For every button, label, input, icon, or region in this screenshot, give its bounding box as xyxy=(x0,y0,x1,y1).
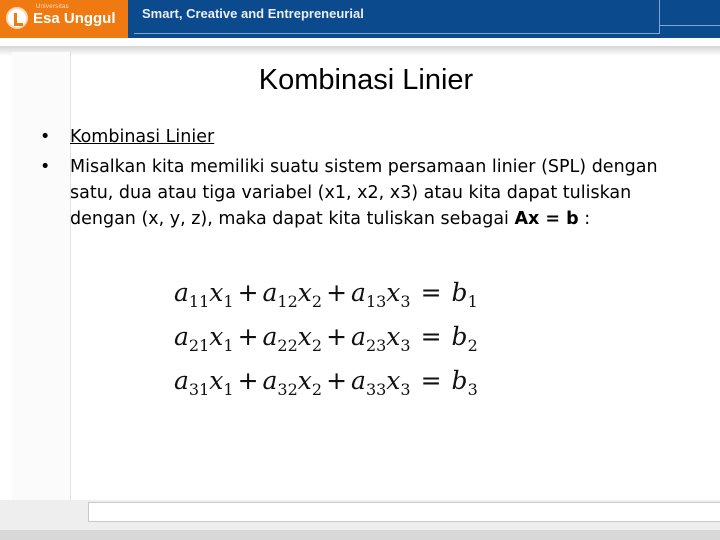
logo xyxy=(0,0,128,38)
footer-inner xyxy=(88,502,720,522)
bullet-text: Misalkan kita memiliki suatu sistem persamaan linier (SPL) dengan satu, dua atau tiga variabel (x1, x2, x3) atau kita dapat tuliskan dengan (x, y, z), maka dapat kita tuliskan sebagai xyxy=(70,157,658,229)
subscript: 21 xyxy=(188,336,210,355)
subscript: 3 xyxy=(400,380,411,399)
subscript: 31 xyxy=(188,380,210,399)
slide-title: Kombinasi Linier xyxy=(258,64,474,96)
subscript: 3 xyxy=(467,380,478,399)
equation-row-2 xyxy=(174,322,478,362)
equation-row-1 xyxy=(174,278,478,318)
variable-x: $x_2$ xyxy=(297,366,323,399)
variable-x: $x_3$ xyxy=(386,366,411,399)
subscript: 1 xyxy=(467,292,478,311)
bullet-list xyxy=(40,124,700,236)
plus-sign: + xyxy=(237,366,259,395)
subscript: 2 xyxy=(311,292,323,311)
equation-system xyxy=(168,272,548,406)
footer-bottom xyxy=(0,530,720,540)
subscript: 3 xyxy=(400,336,411,355)
variable-a: $a_{21}$ xyxy=(174,322,210,355)
subscript: 12 xyxy=(277,292,298,311)
variable-x: $x_1$ xyxy=(209,322,234,355)
bullet-dot: • xyxy=(40,157,51,177)
subscript: 2 xyxy=(467,336,478,355)
bullet-heading: Kombinasi Linier xyxy=(70,127,215,147)
subscript: 2 xyxy=(311,380,323,399)
logo-subtext: Universitas xyxy=(36,4,69,10)
frame-top xyxy=(0,46,720,56)
university-emblem-icon xyxy=(6,7,28,29)
header-bar xyxy=(0,0,720,38)
plus-sign: + xyxy=(237,322,259,351)
variable-a: $a_{13}$ xyxy=(351,278,387,311)
bullet-item xyxy=(40,124,700,150)
equals-sign: = xyxy=(420,366,442,395)
equals-sign: = xyxy=(420,322,442,351)
subscript: 33 xyxy=(365,380,387,399)
bullet-dot: • xyxy=(40,127,51,147)
tagline: Smart, Creative and Entrepreneurial xyxy=(142,6,364,21)
plus-sign: + xyxy=(326,278,348,307)
subscript: 22 xyxy=(277,336,298,355)
variable-b: $b_2$ xyxy=(451,322,478,355)
logo-text: Esa Unggul xyxy=(33,10,116,27)
subscript: 1 xyxy=(223,292,234,311)
subscript: 2 xyxy=(311,336,323,355)
variable-a: $a_{33}$ xyxy=(351,366,387,399)
variable-x: $x_3$ xyxy=(386,278,411,311)
variable-a: $a_{12}$ xyxy=(262,278,298,311)
frame-left xyxy=(12,52,71,500)
variable-x: $x_1$ xyxy=(209,278,234,311)
subscript: 1 xyxy=(223,380,234,399)
variable-a: $a_{11}$ xyxy=(174,278,210,311)
variable-a: $a_{31}$ xyxy=(174,366,210,399)
subscript: 11 xyxy=(188,292,210,311)
variable-x: $x_2$ xyxy=(297,322,323,355)
subscript: 32 xyxy=(277,380,298,399)
variable-b: $b_3$ xyxy=(451,366,478,399)
equals-sign: = xyxy=(420,278,442,307)
variable-x: $x_1$ xyxy=(209,366,234,399)
subscript: 13 xyxy=(365,292,387,311)
plus-sign: + xyxy=(326,322,348,351)
subscript: 23 xyxy=(365,336,387,355)
bullet-item xyxy=(40,154,700,232)
bullet-tail: : xyxy=(578,209,591,229)
subscript: 1 xyxy=(223,336,234,355)
variable-x: $x_3$ xyxy=(386,322,411,355)
header-divider xyxy=(660,25,720,26)
variable-a: $a_{23}$ xyxy=(351,322,387,355)
plus-sign: + xyxy=(326,366,348,395)
equation-row-3 xyxy=(174,366,478,406)
variable-a: $a_{32}$ xyxy=(262,366,298,399)
variable-b: $b_1$ xyxy=(451,278,478,311)
bullet-bold-text: Ax = b xyxy=(514,209,579,229)
variable-x: $x_2$ xyxy=(297,278,323,311)
plus-sign: + xyxy=(237,278,259,307)
variable-a: $a_{22}$ xyxy=(262,322,298,355)
subscript: 3 xyxy=(400,292,411,311)
